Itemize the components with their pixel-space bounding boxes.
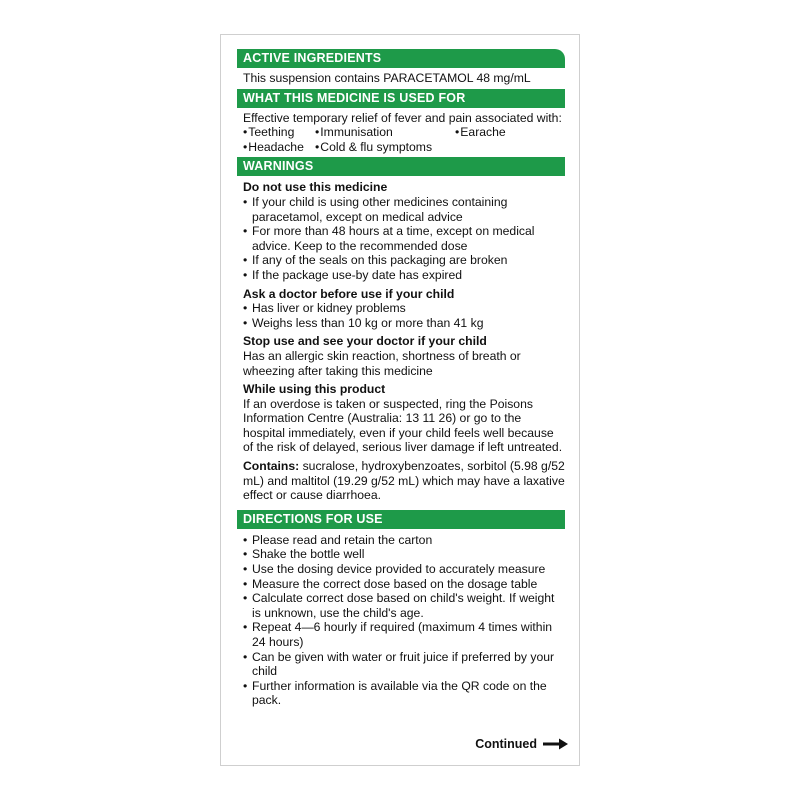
active-ingredients-text: This suspension contains PARACETAMOL 48 mg/mL [243,71,531,85]
stop-use-title: Stop use and see your doctor if your child [243,334,487,349]
do-not-use-title: Do not use this medicine [243,180,388,195]
directions-list [237,533,565,708]
do-not-use-list [237,195,565,283]
list-item: • If any of the seals on this packaging are broken [243,253,565,268]
uses-heading: WHAT THIS MEDICINE IS USED FOR [237,89,565,108]
use-item: • Teething [243,125,315,140]
list-item: • If the package use-by date has expired [243,268,565,283]
list-item: • Use the dosing device provided to accurately measure [243,562,565,577]
directions-heading: DIRECTIONS FOR USE [237,510,565,529]
use-item: • Cold & flu symptoms [315,140,455,155]
list-item: • Calculate correct dose based on child's weight. If weight is unknown, use the child's age. [243,591,565,620]
list-item: • For more than 48 hours at a time, except on medical advice. Keep to the recommended dose [243,224,565,253]
use-item: • Immunisation [315,125,455,140]
list-item: • Measure the correct dose based on the dosage table [243,577,565,592]
warnings-heading: WARNINGS [237,157,565,176]
list-item: • If your child is using other medicines containing paracetamol, except on medical advice [243,195,565,224]
ask-doctor-list [237,301,565,330]
continued-label: Continued [475,737,537,751]
list-item: • Can be given with water or fruit juice if preferred by your child [243,650,565,679]
list-item: • Further information is available via the QR code on the pack. [243,679,565,708]
list-item: • Repeat 4—6 hourly if required (maximum 4 times within 24 hours) [243,620,565,649]
uses-intro: Effective temporary relief of fever and pain associated with: [243,110,562,125]
contains-text [237,459,565,503]
uses-list [237,125,565,154]
stop-use-text: Has an allergic skin reaction, shortness of breath or wheezing after taking this medicine [243,348,521,378]
leaflet-content [237,49,565,708]
use-item: • Headache [243,140,315,155]
list-item: • Please read and retain the carton [243,533,565,548]
continued-link [475,737,569,751]
active-ingredients-heading: ACTIVE INGREDIENTS [237,49,565,68]
right-arrow-icon [543,738,569,750]
list-item: • Weighs less than 10 kg or more than 41 kg [243,316,565,331]
while-using-title: While using this product [243,382,386,397]
ask-doctor-title: Ask a doctor before use if your child [243,286,455,301]
while-using-text: If an overdose is taken or suspected, ring the Poisons Information Centre (Australia: 13 11 26) or go to the hospital immediately, even if your child feels well because of the risk of delayed, serious liver damage if left untreated. [243,396,563,455]
list-item: • Shake the bottle well [243,547,565,562]
contains-body: sucralose, hydroxybenzoates, sorbitol (5.98 g/52 mL) and maltitol (19.29 g/52 mL) which may have a laxative effect or cause diarrhoea. [243,459,565,503]
contains-label: Contains: [243,459,300,474]
leaflet-panel [220,34,580,766]
use-item: • Earache [455,125,565,140]
list-item: • Has liver or kidney problems [243,301,565,316]
